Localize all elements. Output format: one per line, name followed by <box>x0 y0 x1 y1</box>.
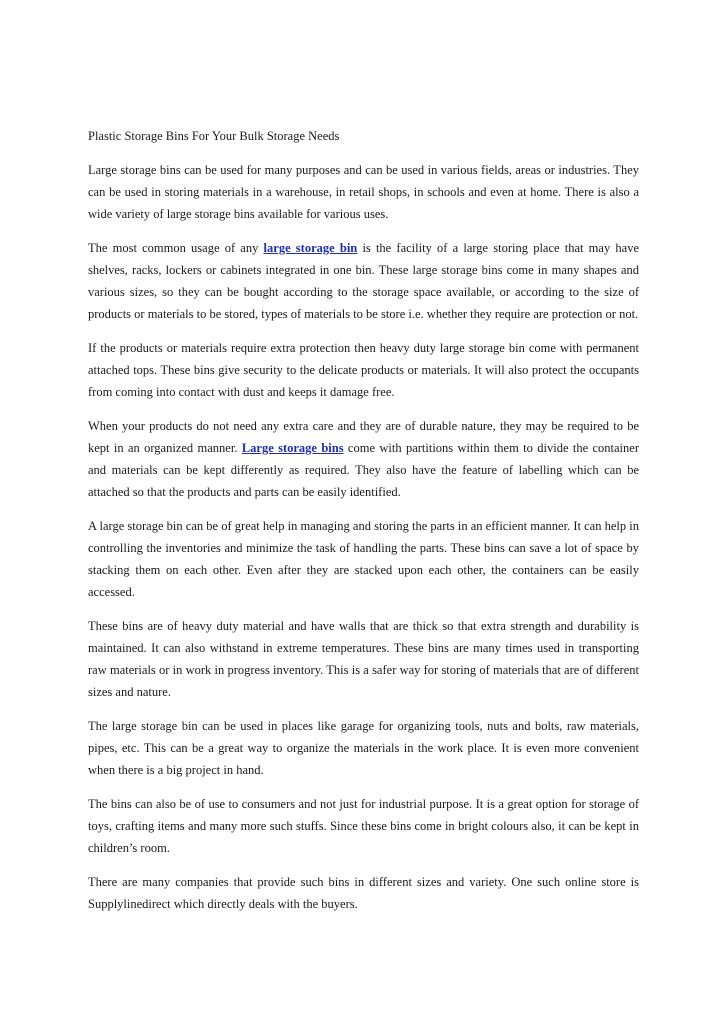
paragraph-5: A large storage bin can be of great help in managing and storing the parts in an efficient manner. It can help in controlling the inventories and minimize the task of handling the parts. These bins can save a lot of space by stacking them on each other. Even after they are stacked upon each other, the containers can be easily accessed. <box>88 519 639 599</box>
paragraph-2-text-before: The most common usage of any <box>88 241 264 255</box>
paragraph-6: These bins are of heavy duty material and have walls that are thick so that extra strength and durability is maintained. It can also withstand in extreme temperatures. These bins are many times used in transporting raw materials or in work in progress inventory. This is a safer way for storing of materials that are of different sizes and nature. <box>88 619 639 699</box>
paragraph-1: Large storage bins can be used for many purposes and can be used in various fields, areas or industries. They can be used in storing materials in a warehouse, in retail shops, in schools and even at home. There is also a wide variety of large storage bins available for various uses. <box>88 163 639 221</box>
paragraph-9: There are many companies that provide such bins in different sizes and variety. One such online store is Supplylinedirect which directly deals with the buyers. <box>88 875 639 911</box>
paragraph-3: If the products or materials require extra protection then heavy duty large storage bin come with permanent attached tops. These bins give security to the delicate products or materials. It will also protect the occupants from coming into contact with dust and keeps it damage free. <box>88 341 639 399</box>
paragraph-2-text-after: is the facility of a large storing place that may have shelves, racks, lockers or cabinets integrated in one bin. These large storage bins come in many shapes and various sizes, so they can be bought according to the storage space available, or according to the size of products or materials to be stored, types of materials to be store i.e. whether they require are protection or not. <box>88 241 639 321</box>
paragraph-4 <box>88 415 639 503</box>
large-storage-bins-link[interactable]: Large storage bins <box>241 441 344 455</box>
paragraph-4-text-after: come with partitions within them to divide the container and materials can be kept differently as required. They also have the feature of labelling which can be attached so that the products and parts can be easily identified. <box>88 441 639 499</box>
document-page <box>88 125 639 927</box>
document-title: Plastic Storage Bins For Your Bulk Storage Needs <box>88 129 340 143</box>
paragraph-7: The large storage bin can be used in places like garage for organizing tools, nuts and bolts, raw materials, pipes, etc. This can be a great way to organize the materials in the work place. It is even more convenient when there is a big project in hand. <box>88 719 639 777</box>
paragraph-8: The bins can also be of use to consumers and not just for industrial purpose. It is a great option for storage of toys, crafting items and many more such stuffs. Since these bins come in bright colours also, it can be kept in children’s room. <box>88 797 639 855</box>
paragraph-4-text-before: When your products do not need any extra care and they are of durable nature, they may be required to be kept in an organized manner. <box>88 419 639 455</box>
paragraph-2 <box>88 237 639 325</box>
large-storage-bin-link[interactable]: large storage bin <box>263 241 358 255</box>
